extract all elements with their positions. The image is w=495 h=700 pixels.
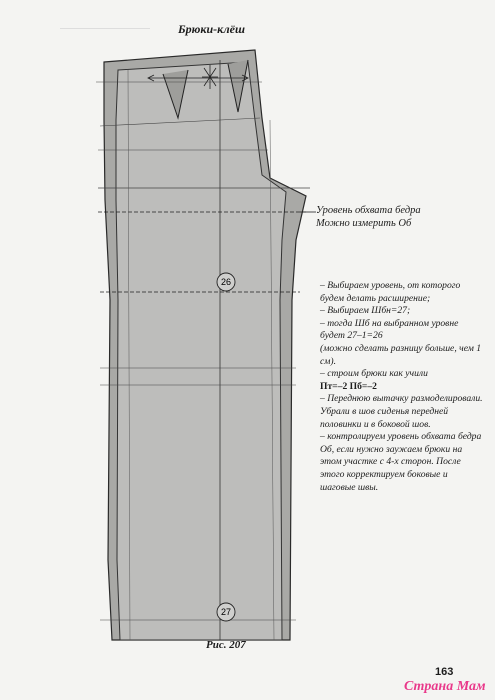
note-item: (можно сделать разницу больше, чем 1 см). — [320, 342, 482, 367]
star-mark — [202, 65, 218, 89]
marker-26-label: 26 — [220, 277, 232, 287]
note-item: – тогда Шб на выбранном уровне будет 27–1=26 — [320, 317, 459, 342]
page-number: 163 — [435, 666, 454, 678]
hip-note-line-1: Уровень обхвата бедра — [316, 205, 421, 216]
note-item: – Переднюю вытачку размоделировали. Убрали в шов сиденья передней половинки и в боковой шов. — [320, 393, 483, 430]
hip-note-line-2: Можно измерить Об — [316, 218, 412, 229]
hip-level-note — [316, 204, 486, 230]
figure-caption: Рис. 207 — [206, 639, 246, 651]
note-item: – Выбираем уровень, от которого будем делать расширение; — [320, 280, 461, 304]
marker-27-label: 27 — [220, 607, 232, 617]
note-item: Пт=–2 Пб=–2 — [320, 380, 377, 392]
page-title: Брюки-клёш — [178, 22, 245, 36]
instruction-notes — [320, 280, 485, 494]
note-item: – контролируем уровень обхвата бедра Об, если нужно заужаем брюки на этом участке с 4-х сторон. После этого корректируем боковые и шаговые швы. — [320, 431, 482, 493]
note-item: – строим брюки как учили — [320, 368, 428, 380]
watermark-logo: Страна Мам — [404, 679, 486, 694]
note-item: – Выбираем Шбн=27; — [320, 305, 411, 317]
